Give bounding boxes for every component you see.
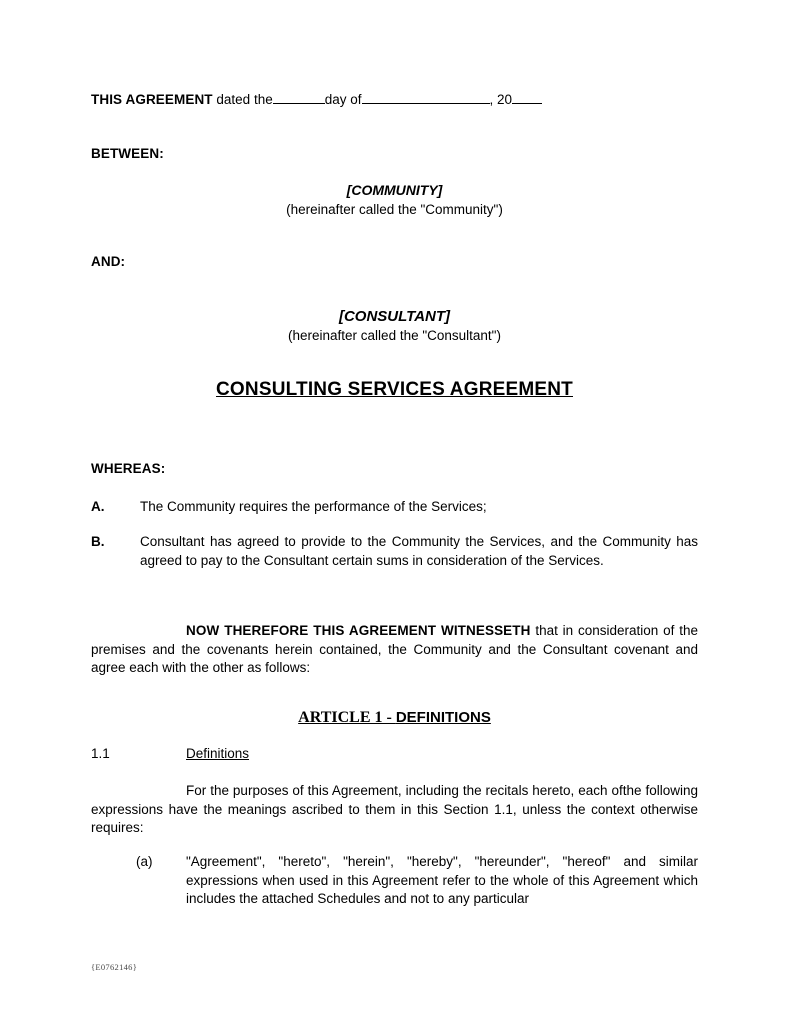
recital-a	[91, 497, 698, 516]
section-1-1-title: Definitions	[186, 746, 250, 761]
now-therefore-rest: that in consideration of the premises and the covenants herein contained, the Community and the Consultant covenant and agree each with the other as follows:	[91, 623, 698, 675]
recital-b	[91, 532, 698, 570]
section-1-1-intro-paragraph: For the purposes of this Agreement, including the recitals hereto, each ofthe following expressions have the meanings ascribed to them in this Section 1.1, unless the context otherwise requires:	[91, 783, 698, 835]
and-label: AND:	[91, 254, 126, 269]
party-consultant-block	[91, 307, 698, 346]
consultant-party-subtitle: (hereinafter called the "Consultant")	[288, 328, 501, 343]
date-line-text-3: , 20	[489, 92, 513, 107]
section-1-1-number: 1.1	[91, 746, 110, 761]
recital-a-marker: A.	[91, 499, 105, 514]
clause-a-text: "Agreement", "hereto", "herein", "hereby", "hereunder", "hereof" and similar expressions when used in this Agreement refer to the whole of this Agreement which includes the attached Schedules and not to any particular	[186, 854, 698, 906]
this-agreement-label: THIS AGREEMENT	[91, 92, 213, 107]
document-title	[91, 379, 698, 401]
agreement-date-line	[91, 92, 542, 107]
article-1-heading	[91, 709, 698, 727]
clause-a	[91, 853, 698, 909]
year-blank-field[interactable]	[512, 92, 542, 104]
party-community-block	[91, 181, 698, 220]
community-party-name: [COMMUNITY]	[346, 182, 443, 198]
document-title-text: CONSULTING SERVICES AGREEMENT	[216, 379, 573, 400]
day-blank-field[interactable]	[273, 92, 325, 104]
recital-b-marker: B.	[91, 534, 105, 549]
now-therefore-lead: NOW THEREFORE THIS AGREEMENT WITNESSETH	[186, 623, 531, 638]
whereas-label: WHEREAS:	[91, 461, 166, 476]
article-1-title-label: DEFINITIONS	[395, 709, 491, 726]
consultant-party-name: [CONSULTANT]	[338, 308, 451, 325]
date-line-text-2: day of	[324, 92, 362, 107]
recital-b-text: Consultant has agreed to provide to the Community the Services, and the Community has agreed to pay to the Consultant certain sums in consideration of the Services.	[140, 534, 698, 568]
community-party-subtitle: (hereinafter called the "Community")	[286, 202, 503, 217]
footer-reference-code: {E0762146}	[91, 962, 138, 972]
month-blank-field[interactable]	[362, 92, 490, 104]
recital-a-text: The Community requires the performance of the Services;	[140, 499, 487, 514]
section-1-1-heading	[91, 746, 698, 761]
between-label: BETWEEN:	[91, 146, 164, 161]
date-line-text-1: dated the	[212, 92, 273, 107]
clause-a-marker: (a)	[136, 854, 153, 869]
article-1-number-label: ARTICLE 1 -	[298, 709, 396, 726]
now-therefore-paragraph	[91, 622, 698, 678]
